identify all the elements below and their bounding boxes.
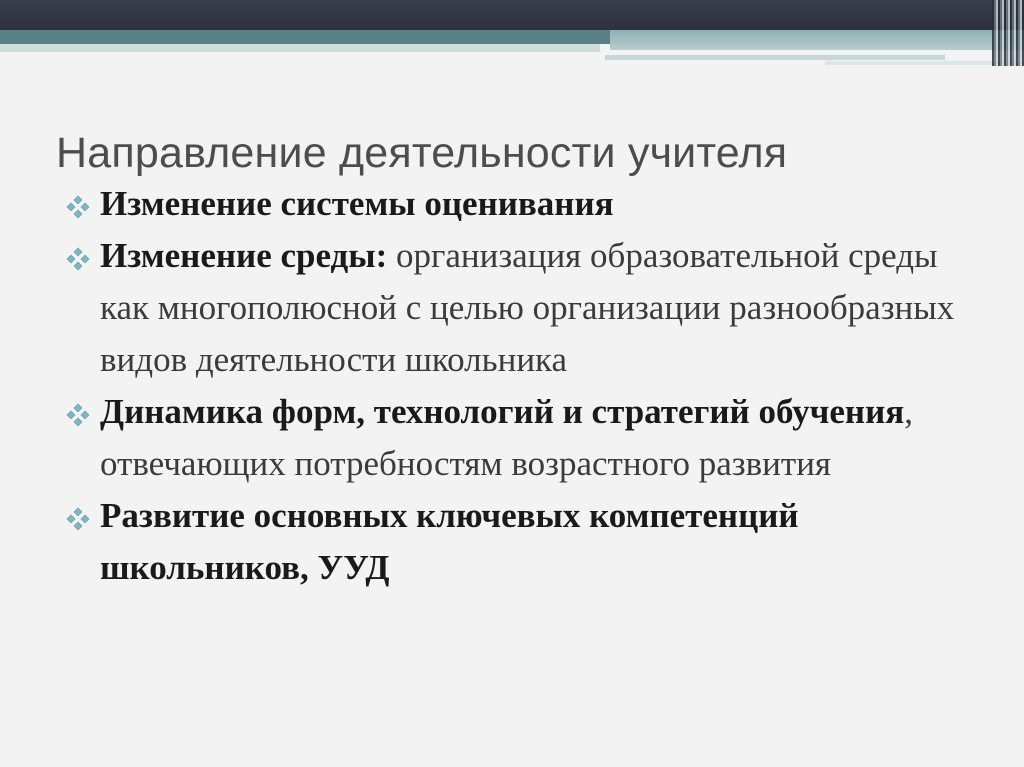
bullet-text: организация образовательной среды как многополюсной с целью организации разнообразных видов деятельности школьника — [100, 236, 955, 379]
bullet-bold-text: Развитие основных ключевых компетенций школьников, УУД — [100, 496, 799, 587]
bullet-bold-text: Изменение системы оценивания — [100, 184, 614, 223]
header-bar-light — [0, 44, 600, 52]
slide-title: Направление деятельности учителя — [56, 128, 788, 177]
header-bar-teal-right — [610, 30, 1024, 50]
bullet-bold-text: Изменение среды: — [100, 236, 388, 275]
header-bar-dark — [0, 0, 1024, 30]
four-diamond-bullet-icon — [64, 193, 92, 221]
bullet-bold-text: Динамика форм, технологий и стратегий обучения — [100, 392, 905, 431]
header-decor-stripes — [992, 0, 1024, 66]
bullet-item — [64, 178, 984, 230]
bullet-item — [64, 386, 984, 490]
four-diamond-bullet-icon — [64, 401, 92, 429]
four-diamond-bullet-icon — [64, 245, 92, 273]
header-decor-line — [605, 55, 945, 60]
bullet-item — [64, 230, 984, 386]
four-diamond-bullet-icon — [64, 505, 92, 533]
bullet-text: , отвечающих потребностям возрастного развития — [100, 392, 913, 483]
bullet-list — [64, 178, 984, 594]
bullet-item — [64, 490, 984, 594]
header-bar-teal — [0, 30, 660, 44]
